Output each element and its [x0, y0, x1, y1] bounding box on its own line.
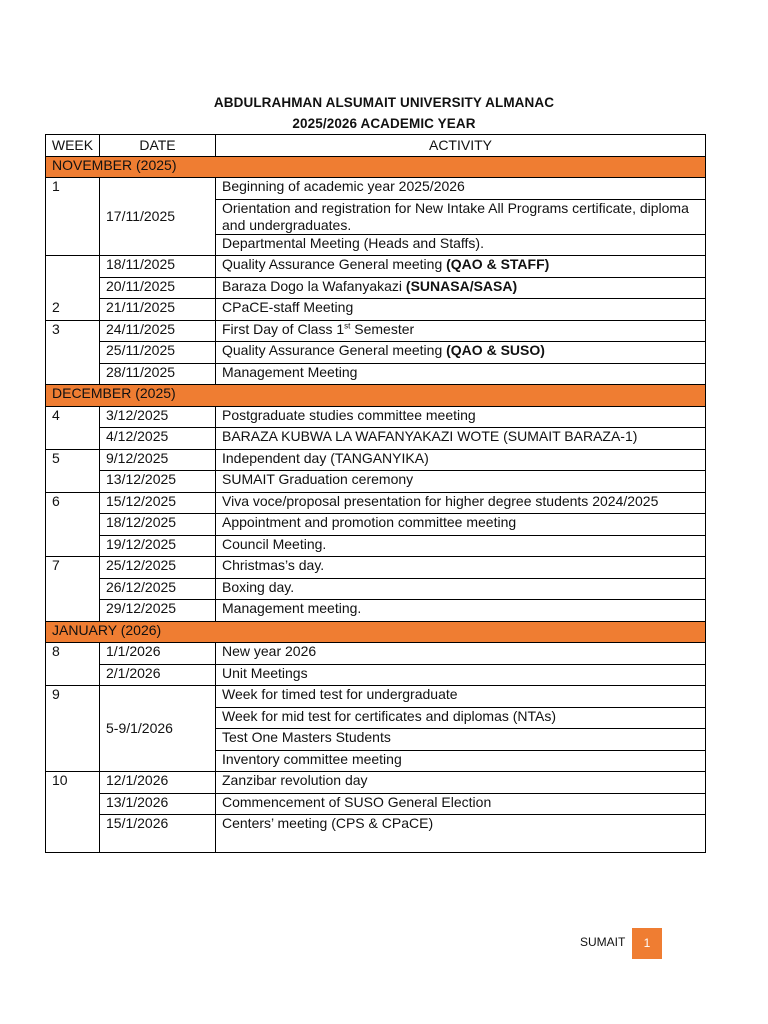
date-cell: 19/12/2025: [100, 535, 216, 557]
month-row-january: [46, 621, 706, 643]
date-cell: 1/1/2026: [100, 643, 216, 665]
table-row: [46, 178, 706, 200]
table-row: [46, 363, 706, 385]
table-row: [46, 793, 706, 815]
activity-cell: Commencement of SUSO General Election: [216, 793, 706, 815]
activity-text-suffix: Semester: [350, 320, 415, 337]
month-row-november: [46, 156, 706, 178]
activity-cell: Appointment and promotion committee meeting: [216, 514, 706, 536]
table-row: [46, 406, 706, 428]
date-cell: 15/12/2025: [100, 492, 216, 514]
month-label: JANUARY (2026): [46, 621, 706, 643]
table-row: [46, 492, 706, 514]
date-cell: 28/11/2025: [100, 363, 216, 385]
activity-cell: Christmas’s day.: [216, 557, 706, 579]
activity-cell: [216, 277, 706, 299]
activity-cell: Unit Meetings: [216, 664, 706, 686]
activity-cell: Week for timed test for undergraduate: [216, 686, 706, 708]
activity-text: Quality Assurance General meeting: [222, 256, 443, 272]
activity-cell: Departmental Meeting (Heads and Staffs).: [216, 234, 706, 256]
table-row: [46, 600, 706, 622]
month-label: DECEMBER (2025): [46, 385, 706, 407]
date-cell: 5-9/1/2026: [100, 686, 216, 772]
week-cell: 8: [46, 643, 100, 686]
date-cell: 4/12/2025: [100, 428, 216, 450]
activity-cell: [216, 342, 706, 364]
activity-cell: Zanzibar revolution day: [216, 772, 706, 794]
date-cell: 12/1/2026: [100, 772, 216, 794]
date-cell: 25/11/2025: [100, 342, 216, 364]
table-row: [46, 686, 706, 708]
date-column-header: DATE: [100, 135, 216, 157]
week-cell: 7: [46, 557, 100, 622]
week-column-header: WEEK: [46, 135, 100, 157]
month-label: NOVEMBER (2025): [46, 156, 706, 178]
almanac-table: [45, 134, 706, 853]
activity-cell: Orientation and registration for New Intake All Programs certificate, diploma and undergraduates.: [216, 199, 706, 234]
activity-cell: SUMAIT Graduation ceremony: [216, 471, 706, 493]
table-row: [46, 664, 706, 686]
week-cell: 3: [46, 320, 100, 385]
week-cell: 2: [46, 256, 100, 321]
date-cell: 15/1/2026: [100, 815, 216, 853]
date-cell: 13/12/2025: [100, 471, 216, 493]
activity-cell: New year 2026: [216, 643, 706, 665]
table-header-row: [46, 135, 706, 157]
activity-text: Quality Assurance General meeting: [222, 342, 443, 358]
week-cell: 1: [46, 178, 100, 256]
table-row: [46, 320, 706, 342]
document-title: ABDULRAHMAN ALSUMAIT UNIVERSITY ALMANAC: [213, 95, 555, 110]
date-cell: 9/12/2025: [100, 449, 216, 471]
activity-cell: Beginning of academic year 2025/2026: [216, 178, 706, 200]
date-cell: 20/11/2025: [100, 277, 216, 299]
month-row-december: [46, 385, 706, 407]
page-number-badge: 1: [632, 928, 662, 959]
activity-cell: Inventory committee meeting: [216, 750, 706, 772]
table-row: [46, 299, 706, 321]
week-cell: 4: [46, 406, 100, 449]
date-cell: 18/11/2025: [100, 256, 216, 278]
activity-cell: Postgraduate studies committee meeting: [216, 406, 706, 428]
activity-cell: Management Meeting: [216, 363, 706, 385]
activity-cell: Centers’ meeting (CPS & CPaCE): [216, 815, 706, 853]
activity-cell: Council Meeting.: [216, 535, 706, 557]
week-cell: 10: [46, 772, 100, 853]
activity-highlight: (QAO & STAFF): [446, 256, 550, 272]
week-cell: 6: [46, 492, 100, 557]
table-row: [46, 557, 706, 579]
activity-cell: CPaCE-staff Meeting: [216, 299, 706, 321]
date-cell: 24/11/2025: [100, 320, 216, 342]
activity-cell: Viva voce/proposal presentation for higher degree students 2024/2025: [216, 492, 706, 514]
date-cell: 25/12/2025: [100, 557, 216, 579]
document-subtitle: 2025/2026 ACADEMIC YEAR: [292, 116, 476, 131]
table-row: [46, 256, 706, 278]
table-row: [46, 342, 706, 364]
table-row: [46, 277, 706, 299]
activity-cell: Boxing day.: [216, 578, 706, 600]
week-cell: 5: [46, 449, 100, 492]
activity-cell: Week for mid test for certificates and diplomas (NTAs): [216, 707, 706, 729]
activity-cell: Test One Masters Students: [216, 729, 706, 751]
date-cell: 26/12/2025: [100, 578, 216, 600]
date-cell: 2/1/2026: [100, 664, 216, 686]
activity-cell: Independent day (TANGANYIKA): [216, 449, 706, 471]
table-row: [46, 772, 706, 794]
activity-text: Baraza Dogo la Wafanyakazi: [222, 277, 403, 294]
table-row: [46, 535, 706, 557]
date-cell: 21/11/2025: [100, 299, 216, 321]
activity-cell: Management meeting.: [216, 600, 706, 622]
week-cell: 9: [46, 686, 100, 772]
activity-column-header: ACTIVITY: [216, 135, 706, 157]
date-cell: 3/12/2025: [100, 406, 216, 428]
activity-cell: BARAZA KUBWA LA WAFANYAKAZI WOTE (SUMAIT BARAZA-1): [216, 428, 706, 450]
table-row: [46, 514, 706, 536]
table-row: [46, 471, 706, 493]
table-row: [46, 815, 706, 853]
activity-highlight: (QAO & SUSO): [446, 342, 545, 358]
activity-cell: [216, 256, 706, 278]
date-cell: 17/11/2025: [100, 178, 216, 256]
footer-label: SUMAIT: [580, 935, 626, 949]
activity-text: First Day of Class 1: [222, 320, 345, 337]
activity-highlight: (SUNASA/SASA): [405, 277, 518, 294]
table-row: [46, 578, 706, 600]
table-row: [46, 449, 706, 471]
table-row: [46, 428, 706, 450]
ordinal-suffix: st: [344, 320, 351, 330]
date-cell: 13/1/2026: [100, 793, 216, 815]
activity-cell: [216, 320, 706, 342]
date-cell: 18/12/2025: [100, 514, 216, 536]
table-row: [46, 643, 706, 665]
date-cell: 29/12/2025: [100, 600, 216, 622]
